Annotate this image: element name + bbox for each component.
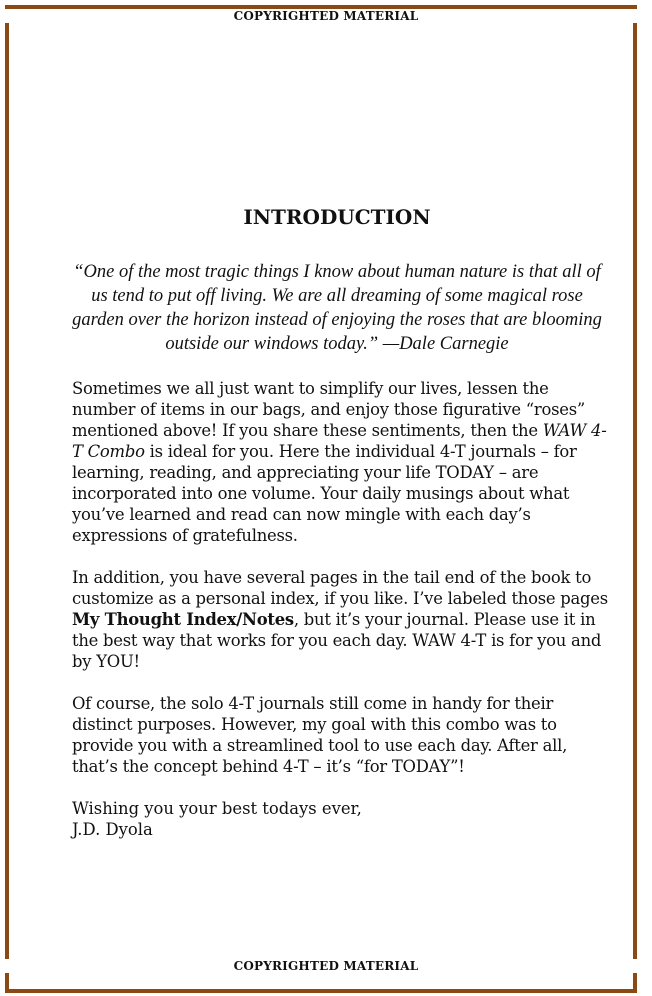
page-content <box>72 200 612 840</box>
paragraph-1-part-1: Sometimes we all just want to simplify our lives, lessen the number of items in our bags, and enjoy those figurative “roses” mentioned above! If you share these sentiments, then the <box>72 379 586 440</box>
header-copyright: COPYRIGHTED MATERIAL <box>0 9 652 23</box>
paragraph-3: Of course, the solo 4-T journals still come in handy for their distinct purposes. However, my goal with this combo was to provide you with a streamlined tool to use each day. After all, that’s the concept behind 4-T – it’s “for TODAY”! <box>72 694 568 776</box>
author-name: J.D. Dyola <box>72 820 153 839</box>
paragraph-1 <box>72 378 612 546</box>
signoff <box>72 798 612 840</box>
quote-text: “One of the most tragic things I know about human nature is that all of us tend to put off living. We are all dreaming of some magical rose garden over the horizon instead of enjoying the roses that are blooming outside our windows today.” <box>72 262 602 354</box>
paragraph-2-part-2: , but it’s your journal. Please use it in the best way that works for you each day. WAW 4-T is for you and by YOU! <box>72 610 602 671</box>
paragraph-2 <box>72 567 612 672</box>
quote-author: —Dale Carnegie <box>382 334 509 354</box>
footer-copyright: COPYRIGHTED MATERIAL <box>0 959 652 973</box>
signoff-line: Wishing you your best todays ever, <box>72 799 362 818</box>
paragraph-1-part-2: is ideal for you. Here the individual 4-T journals – for learning, reading, and appreciating your life TODAY – are incorporated into one volume. Your daily musings about what you’ve learned and read can now mingle with each day’s expressions of gratefulness. <box>72 442 577 545</box>
epigraph-quote <box>72 260 602 356</box>
paragraph-2-bold: My Thought Index/Notes <box>72 610 294 629</box>
page-title: INTRODUCTION <box>243 205 431 229</box>
paragraph-2-part-1: In addition, you have several pages in the tail end of the book to customize as a personal index, if you like. I’ve labeled those pages <box>72 568 608 608</box>
paragraph-1-italic: WAW 4-T Combo <box>72 421 607 461</box>
